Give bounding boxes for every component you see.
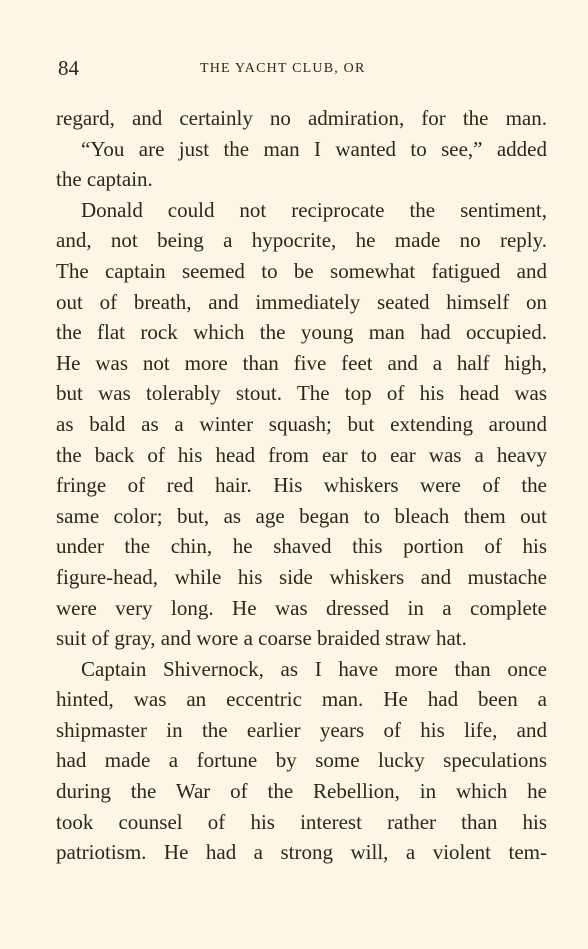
text-line: but was tolerably stout. The top of his head was	[56, 381, 547, 406]
text-line: the captain.	[56, 167, 153, 192]
text-line: and, not being a hypocrite, he made no reply.	[56, 228, 547, 253]
text-line: same color; but, as age began to bleach them out	[56, 503, 547, 528]
text-line: figure-head, while his side whiskers and mustache	[56, 564, 547, 589]
text-line: took counsel of his interest rather than his	[56, 809, 547, 834]
text-line: under the chin, he shaved this portion of his	[56, 534, 547, 559]
running-head: THE YACHT CLUB, OR	[200, 61, 366, 76]
text-line: out of breath, and immediately seated himself on	[56, 289, 547, 314]
text-line: regard, and certainly no admiration, for the man.	[56, 106, 547, 130]
text-line: shipmaster in the earlier years of his life, and	[56, 717, 547, 742]
text-line: as bald as a winter squash; but extending around	[56, 411, 547, 436]
text-line: the back of his head from ear to ear was a heavy	[56, 442, 547, 467]
text-line: during the War of the Rebellion, in which he	[56, 779, 547, 804]
text-line: the flat rock which the young man had occupied.	[56, 320, 547, 345]
text-line: suit of gray, and wore a coarse braided straw hat.	[56, 626, 467, 651]
page-number: 84	[58, 56, 79, 80]
text-line: “You are just the man I wanted to see,” added	[81, 136, 547, 161]
text-line: The captain seemed to be somewhat fatigued and	[56, 258, 547, 283]
text-line: had made a fortune by some lucky speculations	[56, 748, 547, 773]
text-line: hinted, was an eccentric man. He had been a	[56, 687, 547, 712]
text-line: He was not more than five feet and a half high,	[56, 350, 547, 375]
text-line: were very long. He was dressed in a complete	[56, 595, 547, 620]
text-line: patriotism. He had a strong will, a violent tem-	[56, 840, 547, 865]
body-text	[56, 103, 547, 868]
text-line: Donald could not reciprocate the sentiment,	[81, 197, 547, 222]
text-line: fringe of red hair. His whiskers were of the	[56, 473, 547, 498]
text-line: Captain Shivernock, as I have more than once	[81, 656, 547, 681]
